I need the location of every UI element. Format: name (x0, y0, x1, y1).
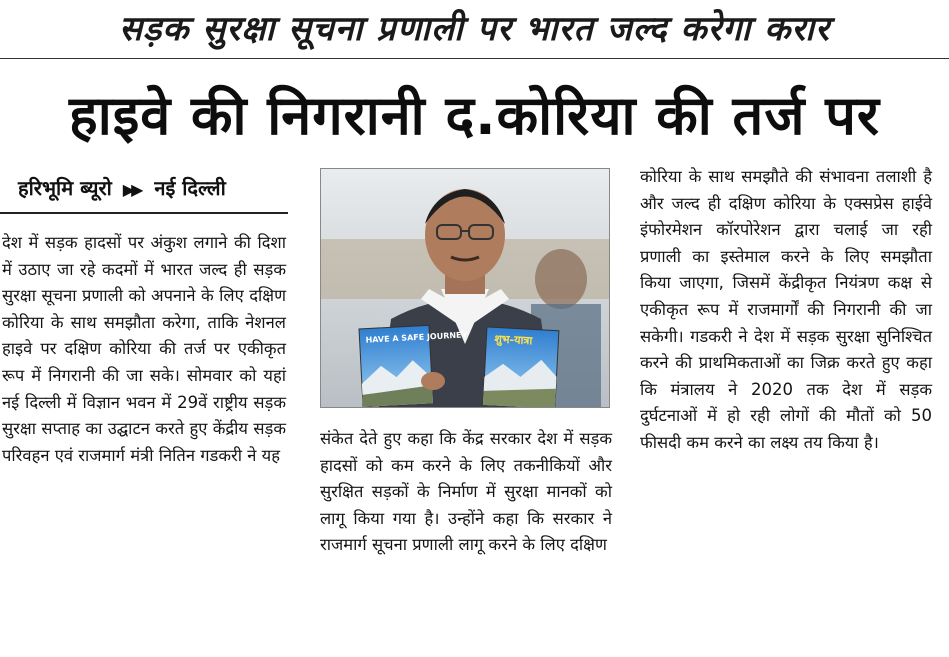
article-column-2 (320, 426, 612, 559)
kicker-rule (0, 58, 949, 59)
byline-bureau: हरिभूमि ब्यूरो (18, 176, 112, 200)
article-column-3 (640, 164, 932, 457)
column-3-text: कोरिया के साथ समझौते की संभावना तलाशी है और जल्द ही दक्षिण कोरिया के एक्सप्रेस हाईवे इंफोरमेशन कॉरपोरेशन द्वारा चलाई जा रही प्रणाली का इस्तेमाल करने के लिए समझौता किया जाएगा, जिसमें केंद्रीकृत नियंत्रण कक्ष से एकीकृत रूप में राजमार्गों की निगरानी की जा सकेगी। गडकरी ने देश में सड़क सुरक्षा सुनिश्चित करने की प्राथमिकताओं का जिक्र करते हुए कहा कि मंत्रालय ने 2020 तक देश में सड़क दुर्घटनाओं में हो रही लोगों की मौतों को 50 फीसदी कम करने का लक्ष्य तय किया है। (640, 167, 932, 452)
byline-location: नई दिल्ली (154, 176, 226, 200)
article-column-1 (2, 230, 286, 469)
main-headline: हाइवे की निगरानी द.कोरिया की तर्ज पर (69, 84, 880, 147)
book-right-title: शुभ-यात्रा (494, 332, 533, 348)
byline (18, 174, 226, 201)
book-left-title: HAVE A SAFE JOURNEY (365, 330, 468, 345)
kicker-headline: सड़क सुरक्षा सूचना प्रणाली पर भारत जल्द करेगा करार (119, 9, 830, 49)
news-photo (320, 168, 610, 408)
forward-arrows-icon: ▶▶ (122, 180, 140, 199)
column-2-text: संकेत देते हुए कहा कि केंद्र सरकार देश में सड़क हादसों को कम करने के लिए तकनीकियों और सुरक्षित सड़कों के निर्माण में सुरक्षा मानकों को लागू किया गया है। उन्होंने कहा कि सरकार ने राजमार्ग सूचना प्रणाली लागू करने के लिए दक्षिण (320, 429, 612, 555)
byline-rule (0, 212, 288, 214)
column-1-text: देश में सड़क हादसों पर अंकुश लगाने की दिशा में उठाए जा रहे कदमों में भारत जल्द ही सड़क सुरक्षा सूचना प्रणाली को अपनाने के लिए दक्षिण कोरिया के साथ समझौता करेगा, ताकि नेशनल हाइवे पर दक्षिण कोरिया की तर्ज पर एकीकृत रूप में निगरानी की जा सके। सोमवार को यहां नई दिल्ली में विज्ञान भवन में 29वें राष्ट्रीय सड़क सुरक्षा सप्ताह का उद्घाटन करते हुए केंद्रीय सड़क परिवहन एवं राजमार्ग मंत्री नितिन गडकरी ने यह (2, 233, 286, 465)
